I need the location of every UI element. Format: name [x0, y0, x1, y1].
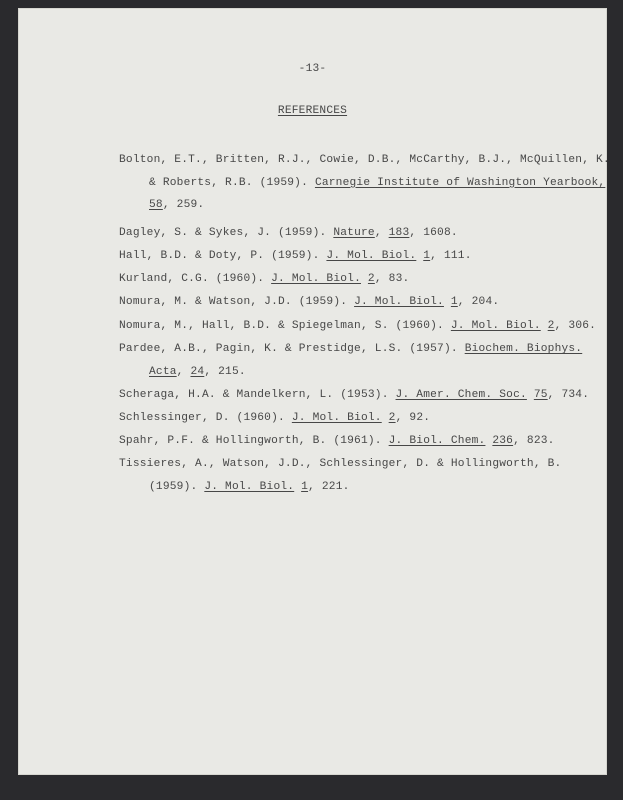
reference-text: & Roberts, R.B. (1959).	[149, 176, 315, 189]
faint-bleedthrough-watermark	[122, 548, 434, 699]
reference-volume: 2	[388, 412, 396, 424]
reference-source: Carnegie Institute of Washington Yearbook,	[314, 176, 606, 189]
reference-pages: , 204.	[457, 296, 500, 308]
reference-pages: , 92.	[395, 412, 431, 424]
reference-year: (1959).	[149, 480, 205, 493]
reference-source: J. Mol. Biol.	[326, 250, 417, 262]
reference-source: J. Mol. Biol.	[291, 412, 382, 424]
reference-volume: 1	[450, 296, 458, 308]
reference-pages: , 306.	[554, 320, 597, 332]
reference-source: Acta	[149, 365, 177, 378]
reference-pages: , 1608.	[409, 227, 458, 239]
reference-volume: 75	[533, 389, 548, 401]
reference-source: J. Mol. Biol.	[354, 296, 444, 308]
reference-volume: 236	[492, 435, 514, 447]
reference-volume: 2	[367, 273, 375, 285]
reference-authors: Hall, B.D. & Doty, P. (1959).	[119, 250, 327, 262]
reference-separator: ,	[176, 365, 191, 378]
reference-pages: , 111.	[430, 250, 472, 262]
reference-continuation	[119, 172, 606, 195]
reference-pages: , 823.	[513, 435, 555, 447]
reference-authors: Pardee, A.B., Pagin, K. & Prestidge, L.S. (1957).	[119, 343, 465, 355]
reference-volume: 1	[301, 480, 309, 493]
reference-pages: , 259.	[162, 199, 205, 211]
reference-kurland	[119, 268, 589, 291]
reference-nomura-watson	[119, 291, 589, 314]
reference-separator	[361, 273, 368, 285]
reference-source: J. Mol. Biol.	[450, 320, 541, 332]
reference-authors: Nomura, M. & Watson, J.D. (1959).	[119, 296, 355, 308]
reference-volume: 2	[547, 320, 555, 332]
references-heading: REFERENCES	[277, 105, 348, 117]
reference-text: Bolton, E.T., Britten, R.J., Cowie, D.B., McCarthy, B.J., McQuillen, K.	[119, 154, 610, 166]
reference-source: Biochem. Biophys.	[464, 343, 583, 355]
page-number: -13-	[298, 63, 327, 75]
reference-pages: , 734.	[547, 389, 590, 401]
reference-authors: Scheraga, H.A. & Mandelkern, L. (1953).	[119, 389, 396, 401]
reference-volume: 58	[149, 199, 163, 211]
reference-bolton	[119, 149, 610, 217]
reference-source: J. Mol. Biol.	[204, 480, 295, 493]
reference-source: J. Mol. Biol.	[271, 273, 361, 285]
reference-authors: Schlessinger, D. (1960).	[119, 412, 292, 424]
reference-separator	[541, 320, 548, 332]
reference-authors: Nomura, M., Hall, B.D. & Spiegelman, S. (1960).	[119, 320, 451, 332]
reference-source: J. Amer. Chem. Soc.	[395, 389, 527, 401]
reference-volume: 1	[423, 250, 431, 262]
reference-authors: Kurland, C.G. (1960).	[119, 273, 272, 285]
reference-separator	[444, 296, 451, 308]
reference-source: J. Biol. Chem.	[388, 435, 486, 447]
reference-scheraga	[119, 384, 589, 407]
document-text	[18, 8, 610, 775]
reference-continuation	[119, 361, 589, 384]
reference-separator	[527, 389, 534, 401]
reference-separator	[382, 412, 389, 424]
reference-pages: , 221.	[308, 480, 350, 493]
reference-continuation	[119, 194, 589, 217]
reference-dagley	[119, 222, 589, 245]
reference-pages: , 215.	[204, 365, 246, 378]
reference-volume: 183	[388, 227, 410, 239]
reference-pardee	[119, 338, 589, 383]
reference-authors: Spahr, P.F. & Hollingworth, B. (1961).	[119, 435, 389, 447]
document-page	[18, 8, 610, 775]
reference-authors: Tissieres, A., Watson, J.D., Schlessinger, D. & Hollingworth, B.	[119, 458, 562, 470]
reference-volume: 24	[190, 365, 205, 378]
reference-source: Nature	[333, 227, 375, 239]
reference-continuation	[119, 476, 589, 499]
reference-nomura-hall	[119, 315, 597, 338]
reference-separator: ,	[374, 227, 389, 239]
reference-schlessinger	[119, 407, 589, 430]
reference-pages: , 83.	[374, 273, 410, 285]
reference-authors: Dagley, S. & Sykes, J. (1959).	[119, 227, 334, 239]
reference-spahr	[119, 430, 589, 453]
reference-hall	[119, 245, 589, 268]
reference-tissieres	[119, 453, 589, 498]
